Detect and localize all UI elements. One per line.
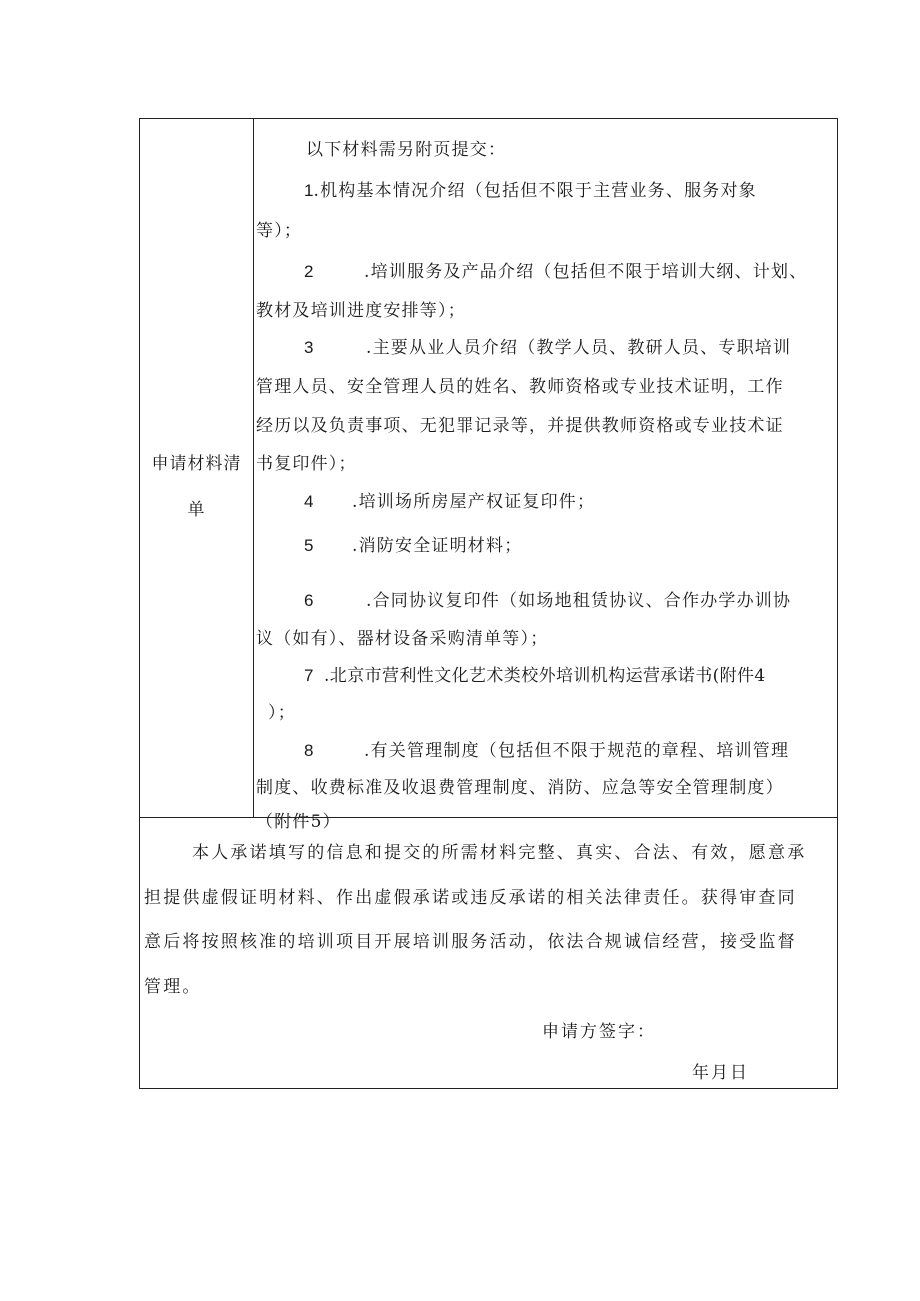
pledge-row bbox=[140, 818, 837, 1088]
materials-item-7 bbox=[304, 661, 766, 686]
signature-label: 申请方签字： bbox=[542, 1022, 656, 1042]
pledge-line-1: 本人承诺填写的信息和提交的所需材料完整、真实、合法、有效，愿意承 bbox=[192, 843, 807, 863]
item-text: .有关管理制度（包括但不限于规范的章程、培训管理 bbox=[364, 741, 790, 761]
materials-item-2-cont: 教材及培训进度安排等）； bbox=[256, 301, 466, 321]
materials-item-3 bbox=[304, 333, 791, 358]
item-text: .合同协议复印件（如场地租赁协议、合作办学办训协 bbox=[366, 591, 792, 611]
item-number: 2 bbox=[304, 262, 314, 281]
item-text: .培训服务及产品介绍（包括但不限于培训大纲、计划、 bbox=[364, 262, 808, 282]
materials-item-7-cont: ）； bbox=[268, 703, 296, 723]
item-number: 7 bbox=[304, 666, 314, 685]
item-number: 5 bbox=[304, 536, 314, 555]
materials-item-3-cont-2: 经历以及负责事项、无犯罪记录等，并提供教师资格或专业技术证 bbox=[256, 416, 784, 436]
pledge-line-4: 管理。 bbox=[144, 977, 202, 997]
materials-item-8-cont-1: 制度、收费标准及收退费管理制度、消防、应急等安全管理制度） bbox=[256, 778, 784, 798]
item-number: 4 bbox=[304, 492, 314, 511]
materials-intro: 以下材料需另附页提交： bbox=[306, 140, 507, 160]
item-text: .北京市营利性文化艺术类校外培训机构运营承诺书(附件4 bbox=[324, 666, 766, 686]
materials-row bbox=[140, 119, 837, 832]
item-number: 6 bbox=[304, 591, 314, 610]
item-text: .主要从业人员介绍（教学人员、教研人员、专职培训 bbox=[366, 338, 792, 358]
materials-label-line-1: 申请材料清 bbox=[151, 454, 242, 474]
item-number: 8 bbox=[304, 741, 314, 760]
materials-label bbox=[140, 441, 253, 533]
item-text: .机构基本情况介绍（包括但不限于主营业务、服务对象 bbox=[313, 181, 757, 201]
application-form-table bbox=[139, 118, 838, 1089]
materials-item-8-cont-2: （附件5） bbox=[256, 812, 341, 832]
pledge-line-2: 担提供虚假证明材料、作出虚假承诺或违反承诺的相关法律责任。获得审查同 bbox=[144, 888, 797, 908]
materials-item-5 bbox=[304, 531, 522, 556]
materials-item-2 bbox=[304, 257, 807, 282]
pledge-line-3: 意后将按照核准的培训项目开展培训服务活动，依法合规诚信经营，接受监督 bbox=[144, 932, 797, 952]
materials-item-6-cont: 议（如有）、器材设备采购清单等）； bbox=[256, 629, 549, 649]
materials-item-3-cont-1: 管理人员、安全管理人员的姓名、教师资格或专业技术证明，工作 bbox=[256, 377, 784, 397]
materials-list-cell bbox=[254, 119, 837, 832]
item-number: 3 bbox=[304, 338, 314, 357]
item-number: 1 bbox=[304, 181, 314, 200]
materials-item-1 bbox=[304, 176, 757, 201]
materials-label-line-2: 单 bbox=[187, 500, 206, 520]
item-text: .培训场所房屋产权证复印件； bbox=[352, 492, 596, 512]
date-label: 年月日 bbox=[692, 1063, 749, 1083]
materials-item-4 bbox=[304, 487, 595, 512]
materials-item-1-cont: 等）； bbox=[256, 221, 303, 241]
item-text: .消防安全证明材料； bbox=[352, 536, 523, 556]
materials-item-6 bbox=[304, 586, 791, 611]
materials-item-3-cont-3: 书复印件）； bbox=[256, 454, 357, 474]
materials-label-cell bbox=[140, 119, 254, 817]
materials-item-8 bbox=[304, 736, 789, 761]
